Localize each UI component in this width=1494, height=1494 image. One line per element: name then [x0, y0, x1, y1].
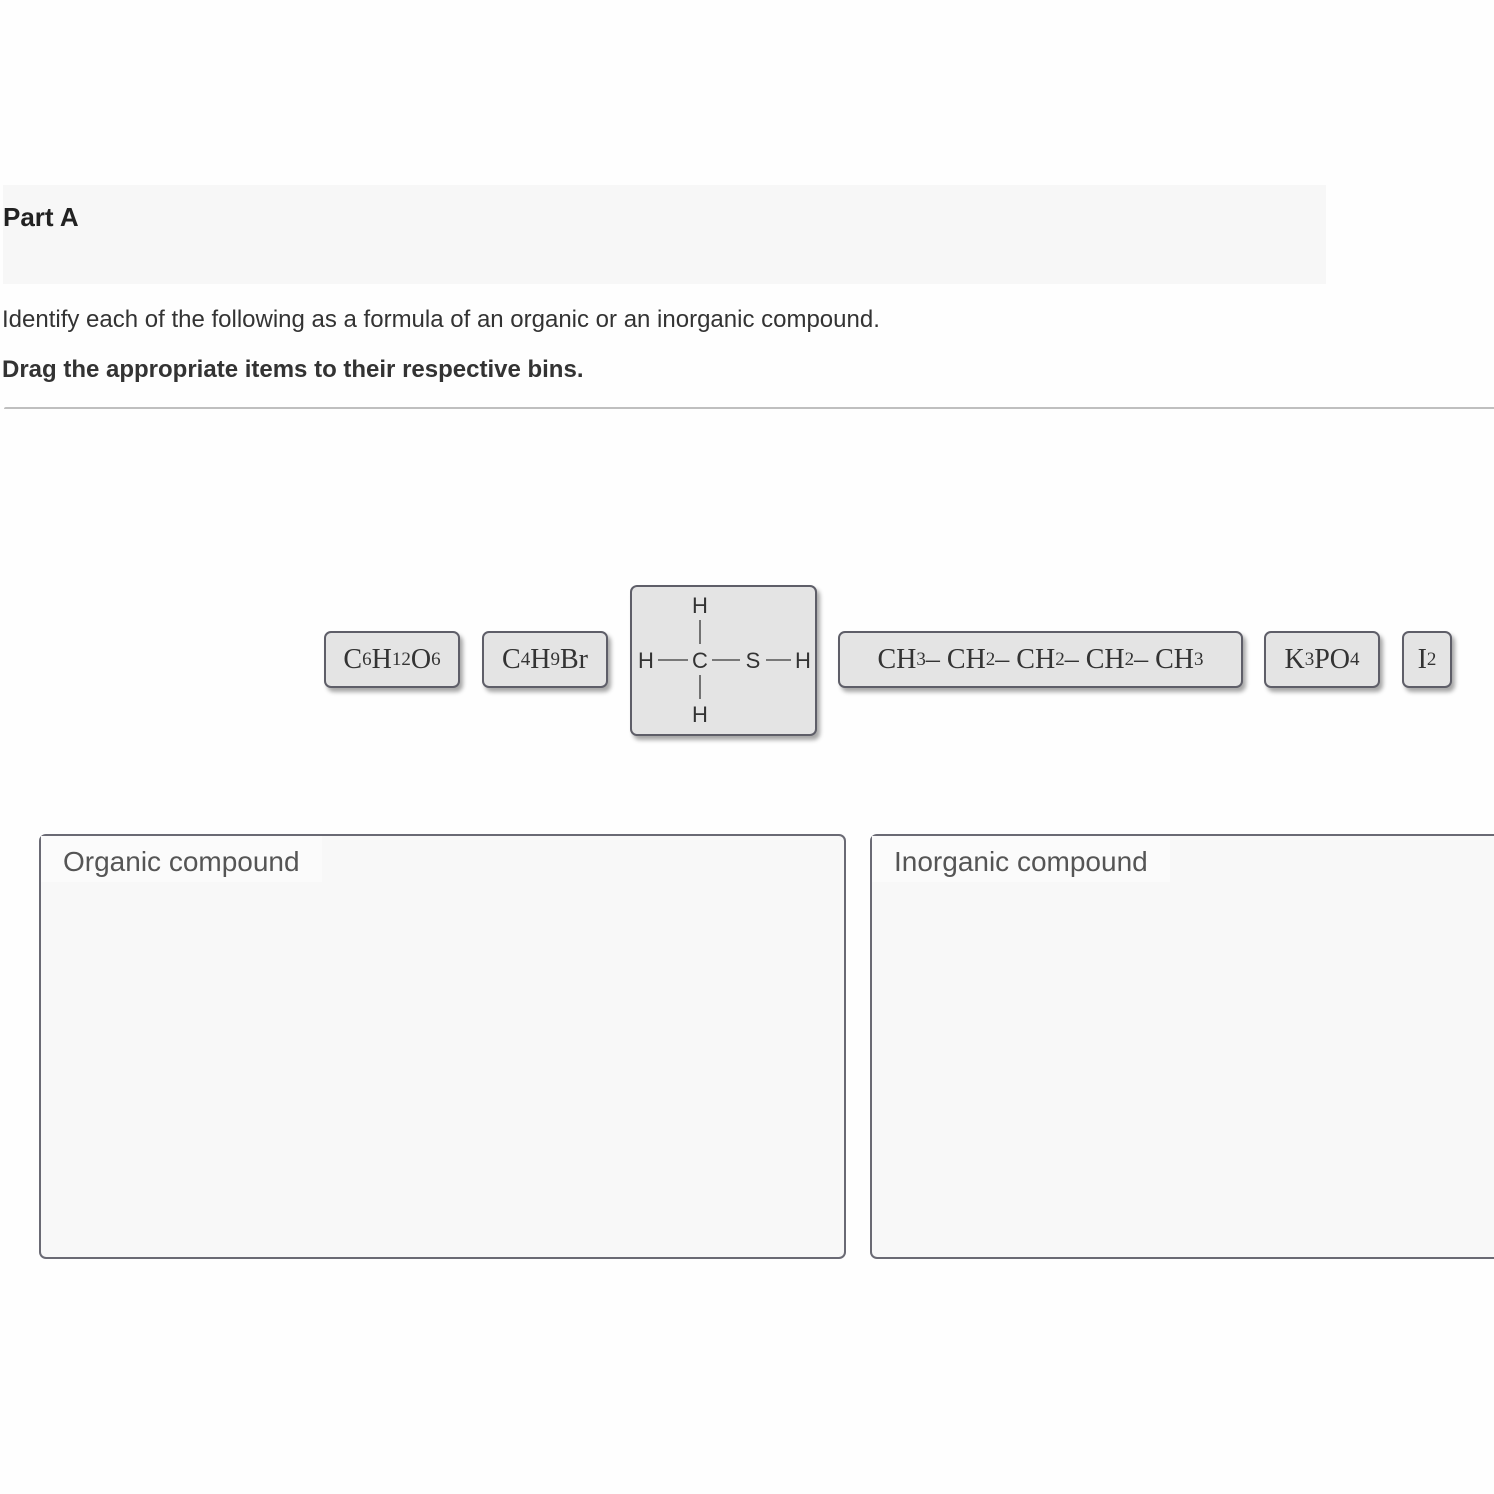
formula-part: H [371, 643, 392, 675]
atom-h-right: H [795, 648, 811, 673]
atom-h-top: H [692, 593, 708, 618]
atom-c: C [692, 648, 708, 673]
draggable-item-k3po4[interactable]: K 3 PO 4 [1264, 631, 1380, 688]
part-header [3, 185, 1326, 284]
instructions-text: Identify each of the following as a formula of an organic or an inorganic compound. [2, 306, 880, 333]
draggable-item-pentane[interactable]: CH 3 – CH 2 – CH 2 – CH 2 – CH 3 [838, 631, 1243, 688]
bin-label-inorganic: Inorganic compound [872, 836, 1170, 882]
draggable-item-c6h12o6[interactable]: C 6 H 12 O 6 [324, 631, 460, 688]
formula-part: O [410, 643, 432, 675]
bin-label-organic: Organic compound [41, 836, 322, 882]
draggable-item-ch3sh-structure[interactable] [630, 585, 817, 736]
formula-part: PO [1314, 643, 1351, 675]
bin-inorganic[interactable] [870, 834, 1494, 1259]
structural-formula [632, 587, 815, 734]
draggable-item-c4h9br[interactable]: C 4 H 9 Br [482, 631, 608, 688]
formula-part: Br [559, 643, 588, 675]
formula-part: C [343, 643, 363, 675]
formula-part: – CH [1064, 643, 1125, 675]
formula-part: C [502, 643, 521, 675]
atom-s: S [745, 648, 761, 673]
formula-part: I [1417, 643, 1427, 675]
divider [4, 407, 1494, 409]
formula-part: – CH [925, 643, 986, 675]
formula-part: CH [877, 643, 917, 675]
draggable-item-i2[interactable]: I 2 [1402, 631, 1452, 688]
atom-h-left: H [638, 648, 654, 673]
atom-h-bottom: H [692, 702, 708, 727]
formula-part: K [1284, 643, 1305, 675]
part-title: Part A [3, 202, 79, 232]
bin-organic[interactable] [39, 834, 846, 1259]
formula-part: – CH [995, 643, 1056, 675]
formula-part: – CH [1134, 643, 1195, 675]
drag-hint-text: Drag the appropriate items to their respective bins. [2, 356, 584, 383]
formula-part: H [530, 643, 551, 675]
